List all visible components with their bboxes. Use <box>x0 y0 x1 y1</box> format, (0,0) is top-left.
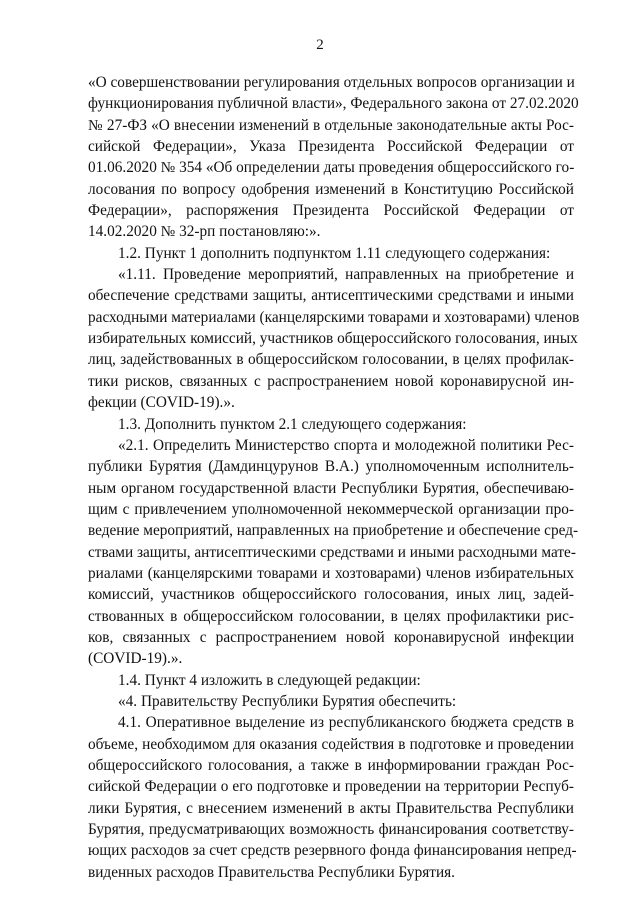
text-line: 1.4. Пункт 4 изложить в следующей редакции: <box>118 671 421 689</box>
text-line: щим с привлечением уполномоченной некоммерческой организации про- <box>88 500 574 518</box>
text-line: общероссийского голосования, а также в информировании граждан Рос- <box>88 757 574 774</box>
text-line: публики Бурятия (Дамдинцурунов В.А.) уполномоченным исполнитель- <box>88 458 574 476</box>
text-line: № 27-ФЗ «О внесении изменений в отдельные законодательные акты Рос- <box>88 116 574 134</box>
text-line: 1.2. Пункт 1 дополнить подпунктом 1.11 следующего содержания: <box>118 244 551 262</box>
text-line: ющих расходов за счет средств резервного фонда финансирования непред- <box>88 842 577 860</box>
text-line: ствами защиты, антисептическими средствами и иными расходными мате- <box>88 543 576 561</box>
text-line: «О совершенствовании регулирования отдельных вопросов организации и <box>88 74 575 91</box>
text-line: «2.1. Определить Министерство спорта и молодежной политики Рес- <box>118 436 574 454</box>
text-line: ведение мероприятий, направленных на приобретение и обеспечение сред- <box>88 522 579 540</box>
text-line: комиссий, участников общероссийского голосования, иных лиц, задей- <box>88 586 574 604</box>
text-line: ков, связанных с распространением новой коронавирусной инфекции <box>88 628 574 646</box>
text-line: лики Бурятия, с внесением изменений в акты Правительства Республики <box>88 799 574 817</box>
text-line: риалами (канцелярскими товарами и хозтоварами) членов избирательных <box>88 564 574 582</box>
page-number: 2 <box>316 37 324 53</box>
text-line: сийской Федерации о его подготовке и проведении на территории Респуб- <box>88 778 574 796</box>
text-line: ствованных в общероссийском голосовании, в целях профилактики рис- <box>88 607 574 625</box>
text-line: Бурятия, предусматривающих возможность финансирования соответству- <box>88 821 574 839</box>
text-line: тики рисков, связанных с распространением новой коронавирусной ин- <box>88 372 574 390</box>
text-line: расходными материалами (канцелярскими товарами и хозтоварами) членов <box>88 308 580 326</box>
text-line: обеспечение средствами защиты, антисептическими средствами и иными <box>88 287 574 305</box>
text-line: фекции (COVID-19).». <box>88 394 235 412</box>
text-line: «4. Правительству Республики Бурятия обеспечить: <box>118 692 457 710</box>
text-line: сийской Федерации», Указа Президента Российской Федерации от <box>88 138 574 156</box>
text-line: лосования по вопросу одобрения изменений в Конституцию Российской <box>88 180 574 198</box>
text-line: (COVID-19).». <box>88 650 183 668</box>
text-line: Федерации», распоряжения Президента Российской Федерации от <box>88 202 574 220</box>
text-line: 01.06.2020 № 354 «Об определении даты проведения общероссийского го- <box>88 159 575 177</box>
text-line: функционирования публичной власти», Федерального закона от 27.02.2020 <box>88 95 579 113</box>
text-line: ным органом государственной власти Республики Бурятия, обеспечиваю- <box>88 479 574 497</box>
text-line: 4.1. Оперативное выделение из республиканского бюджета средств в <box>118 714 574 732</box>
text-line: 1.3. Дополнить пунктом 2.1 следующего содержания: <box>118 415 467 433</box>
text-line: 14.02.2020 № 32-рп постановляю:». <box>88 223 321 241</box>
text-line: избирательных комиссий, участников общероссийского голосования, иных <box>88 330 578 348</box>
text-line: виденных расходов Правительства Республики Бурятия. <box>88 863 455 881</box>
text-line: объеме, необходимом для оказания содействия в подготовке и проведении <box>88 735 574 753</box>
document-body <box>88 72 580 883</box>
text-line: «1.11. Проведение мероприятий, направленных на приобретение и <box>118 266 574 284</box>
text-line: лиц, задействованных в общероссийском голосовании, в целях профилак- <box>88 351 574 369</box>
